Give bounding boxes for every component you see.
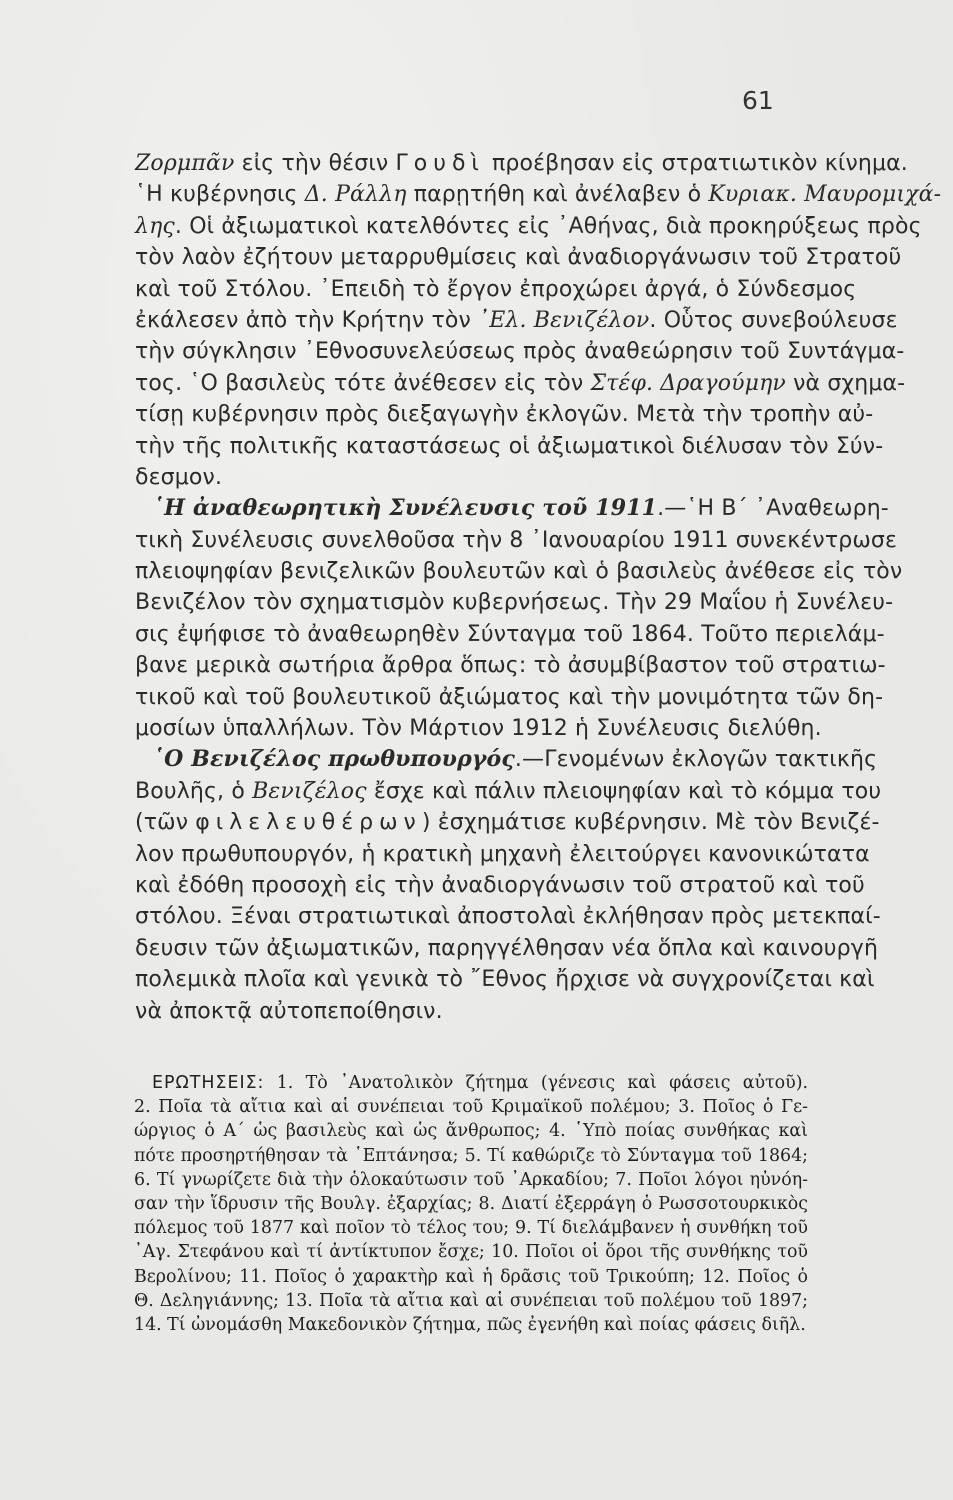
text-line: δευσιν τῶν ἀξιωματικῶν, παρηγγέλθησαν νέα ὅπλα καὶ καινουργῆ: [135, 935, 879, 961]
text-line: τικοῦ καὶ τοῦ βουλευτικοῦ ἀξιώματος καὶ τὴν μονιμότητα τῶν δη-: [135, 684, 884, 710]
text-line: τὴν τῆς πολιτικῆς καταστάσεως οἱ ἀξιωματικοὶ διέλυσαν τὸν Σύν-: [135, 433, 884, 459]
text-line: (τῶν φιλελευθέρων) ἐσχημάτισε κυβέρνησιν. Μὲ τὸν Βενιζέ-: [135, 810, 880, 836]
question-line: πότε προσηρτήθησαν τὰ ῾Επτάνησα; 5. Τί καθώριζε τὸ Σύνταγμα τοῦ 1864;: [134, 1145, 808, 1166]
question-line: σαν τὴν ἵδρυσιν τῆς Βουλγ. ἐξαρχίας; 8. Διατί ἐξερράγη ὁ Ρωσσοτουρκικὸς: [134, 1193, 808, 1214]
text-line: καὶ τοῦ Στόλου. ᾿Επειδὴ τὸ ἔργον ἐπροχώρει ἀργά, ὁ Σύνδεσμος: [135, 276, 857, 302]
question-line: 14. Τί ὠνομάσθη Μακεδονικὸν ζήτημα, πῶς ἐγενήθη καὶ ποίας φάσεις διῆλ.: [134, 1314, 806, 1335]
question-line: ΕΡΩΤΗΣΕΙΣ: 1. Τὸ ᾿Ανατολικὸν ζήτημα (γένεσις καὶ φάσεις αὐτοῦ).: [152, 1073, 809, 1093]
text-line: τὴν σύγκλησιν ᾿Εθνοσυνελεύσεως πρὸς ἀναθεώρησιν τοῦ Συντάγμα-: [135, 339, 905, 365]
question-line: 2. Ποῖα τὰ αἴτια καὶ αἱ συνέπειαι τοῦ Κριμαϊκοῦ πολέμου; 3. Ποῖος ὁ Γε-: [134, 1097, 808, 1118]
text-line: στόλου. Ξέναι στρατιωτικαὶ ἀποστολαὶ ἐκλήθησαν πρὸς μετεκπαί-: [135, 904, 881, 930]
text-line: βανε μερικὰ σωτήρια ἄρθρα ὅπως: τὸ ἀσυμβίβαστον τοῦ στρατιω-: [135, 653, 886, 679]
question-line: ώργιος ὁ Α΄ ὡς βασιλεὺς καὶ ὡς ἄνθρωπος; 4. ῾Υπὸ ποίας συνθήκας καὶ: [134, 1121, 808, 1142]
text-line: δεσμον.: [135, 464, 223, 490]
text-line: ἐκάλεσεν ἀπὸ τὴν Κρήτην τὸν ᾿Ελ. Βενιζέλον. Οὗτος συνεβούλευσε: [135, 307, 898, 333]
text-line: πλειοψηφίαν βενιζελικῶν βουλευτῶν καὶ ὁ βασιλεὺς ἀνέθεσε εἰς τὸν: [135, 559, 903, 585]
text-line: λον πρωθυπουργόν, ἡ κρατικὴ μηχανὴ ἐλειτούργει κανονικώτατα: [135, 841, 870, 867]
text-line: τίσῃ κυβέρνησιν πρὸς διεξαγωγὴν ἐκλογῶν. Μετὰ τὴν τροπὴν αὐ-: [135, 402, 874, 428]
section-heading: ῾Η ἀναθεωρητικὴ Συνέλευσις τοῦ 1911: [153, 495, 658, 522]
section-heading-line: ῾Ο Βενιζέλος πρωθυπουργός.—Γενομένων ἐκλογῶν τακτικῆς: [153, 746, 878, 773]
section-heading: ῾Ο Βενιζέλος πρωθυπουργός: [153, 746, 515, 773]
page-number: 61: [742, 86, 774, 115]
main-text: [135, 148, 942, 1027]
text-line: μοσίων ὑπαλλήλων. Τὸν Μάρτιον 1912 ἡ Συνέλευσις διελύθη.: [135, 716, 822, 742]
text-line: τικὴ Συνέλευσις συνελθοῦσα τὴν 8 ᾿Ιανουαρίου 1911 συνεκέντρωσε: [135, 527, 898, 553]
question-line: Θ. Δεληγιάννης; 13. Ποῖα τὰ αἴτια καὶ αἱ συνέπειαι τοῦ πολέμου τοῦ 1897;: [134, 1290, 808, 1311]
section-heading-line: ῾Η ἀναθεωρητικὴ Συνέλευσις τοῦ 1911.—῾Η Β΄ ᾿Αναθεωρη-: [153, 495, 889, 522]
questions-section: [134, 1071, 808, 1337]
text-line: πολεμικὰ πλοῖα καὶ γενικὰ τὸ ῎Εθνος ἤρχισε νὰ συγχρονίζεται καὶ: [135, 967, 875, 993]
question-line: 6. Τί γνωρίζετε διὰ τὴν ὁλοκαύτωσιν τοῦ ᾿Αρκαδίου; 7. Ποῖοι λόγοι ηὐνόη-: [134, 1169, 808, 1190]
text-line: καὶ ἐδόθη προσοχὴ εἰς τὴν ἀναδιοργάνωσιν τοῦ στρατοῦ καὶ τοῦ: [135, 872, 865, 898]
text-line: Βενιζέλον τὸν σχηματισμὸν κυβερνήσεως. Τὴν 29 Μαΐου ἡ Συνέλευ-: [135, 590, 894, 616]
question-line: Βερολίνου; 11. Ποῖος ὁ χαρακτὴρ καὶ ἡ δρᾶσις τοῦ Τρικούπη; 12. Ποῖος ὁ: [134, 1266, 808, 1287]
text-line: Ζορμπᾶν εἰς τὴν θέσιν Γουδὶ προέβησαν εἰς στρατιωτικὸν κίνημα.: [135, 151, 908, 176]
question-line: ᾿Αγ. Στεφάνου καὶ τί ἀντίκτυπον ἔσχε; 10. Ποῖοι οἱ ὅροι τῆς συνθήκης τοῦ: [134, 1242, 808, 1263]
text-line: λης. Οἱ ἀξιωματικοὶ κατελθόντες εἰς ᾿Αθήνας, διὰ προκηρύξεως πρὸς: [135, 213, 922, 239]
text-line: ῾Η κυβέρνησις Δ. Ράλλη παρῃτήθη καὶ ἀνέλαβεν ὁ Κυριακ. Μαυρομιχά-: [135, 182, 942, 208]
question-line: πόλεμος τοῦ 1877 καὶ ποῖον τὸ τέλος του; 9. Τί διελάμβανεν ἡ συνθήκη τοῦ: [134, 1218, 808, 1239]
text-line: νὰ ἀποκτᾷ αὐτοπεποίθησιν.: [135, 998, 443, 1024]
text-line: τὸν λαὸν ἐζήτουν μεταρρυθμίσεις καὶ ἀναδιοργάνωσιν τοῦ Στρατοῦ: [135, 245, 902, 271]
text-line: σις ἐψήφισε τὸ ἀναθεωρηθὲν Σύνταγμα τοῦ 1864. Τοῦτο περιελάμ-: [135, 621, 885, 647]
questions-label: ΕΡΩΤΗΣΕΙΣ:: [152, 1073, 265, 1093]
text-line: Βουλῆς, ὁ Βενιζέλος ἔσχε καὶ πάλιν πλειοψηφίαν καὶ τὸ κόμμα του: [135, 778, 882, 804]
text-line: τος. ῾Ο βασιλεὺς τότε ἀνέθεσεν εἰς τὸν Στέφ. Δραγούμην νὰ σχημα-: [135, 370, 906, 396]
